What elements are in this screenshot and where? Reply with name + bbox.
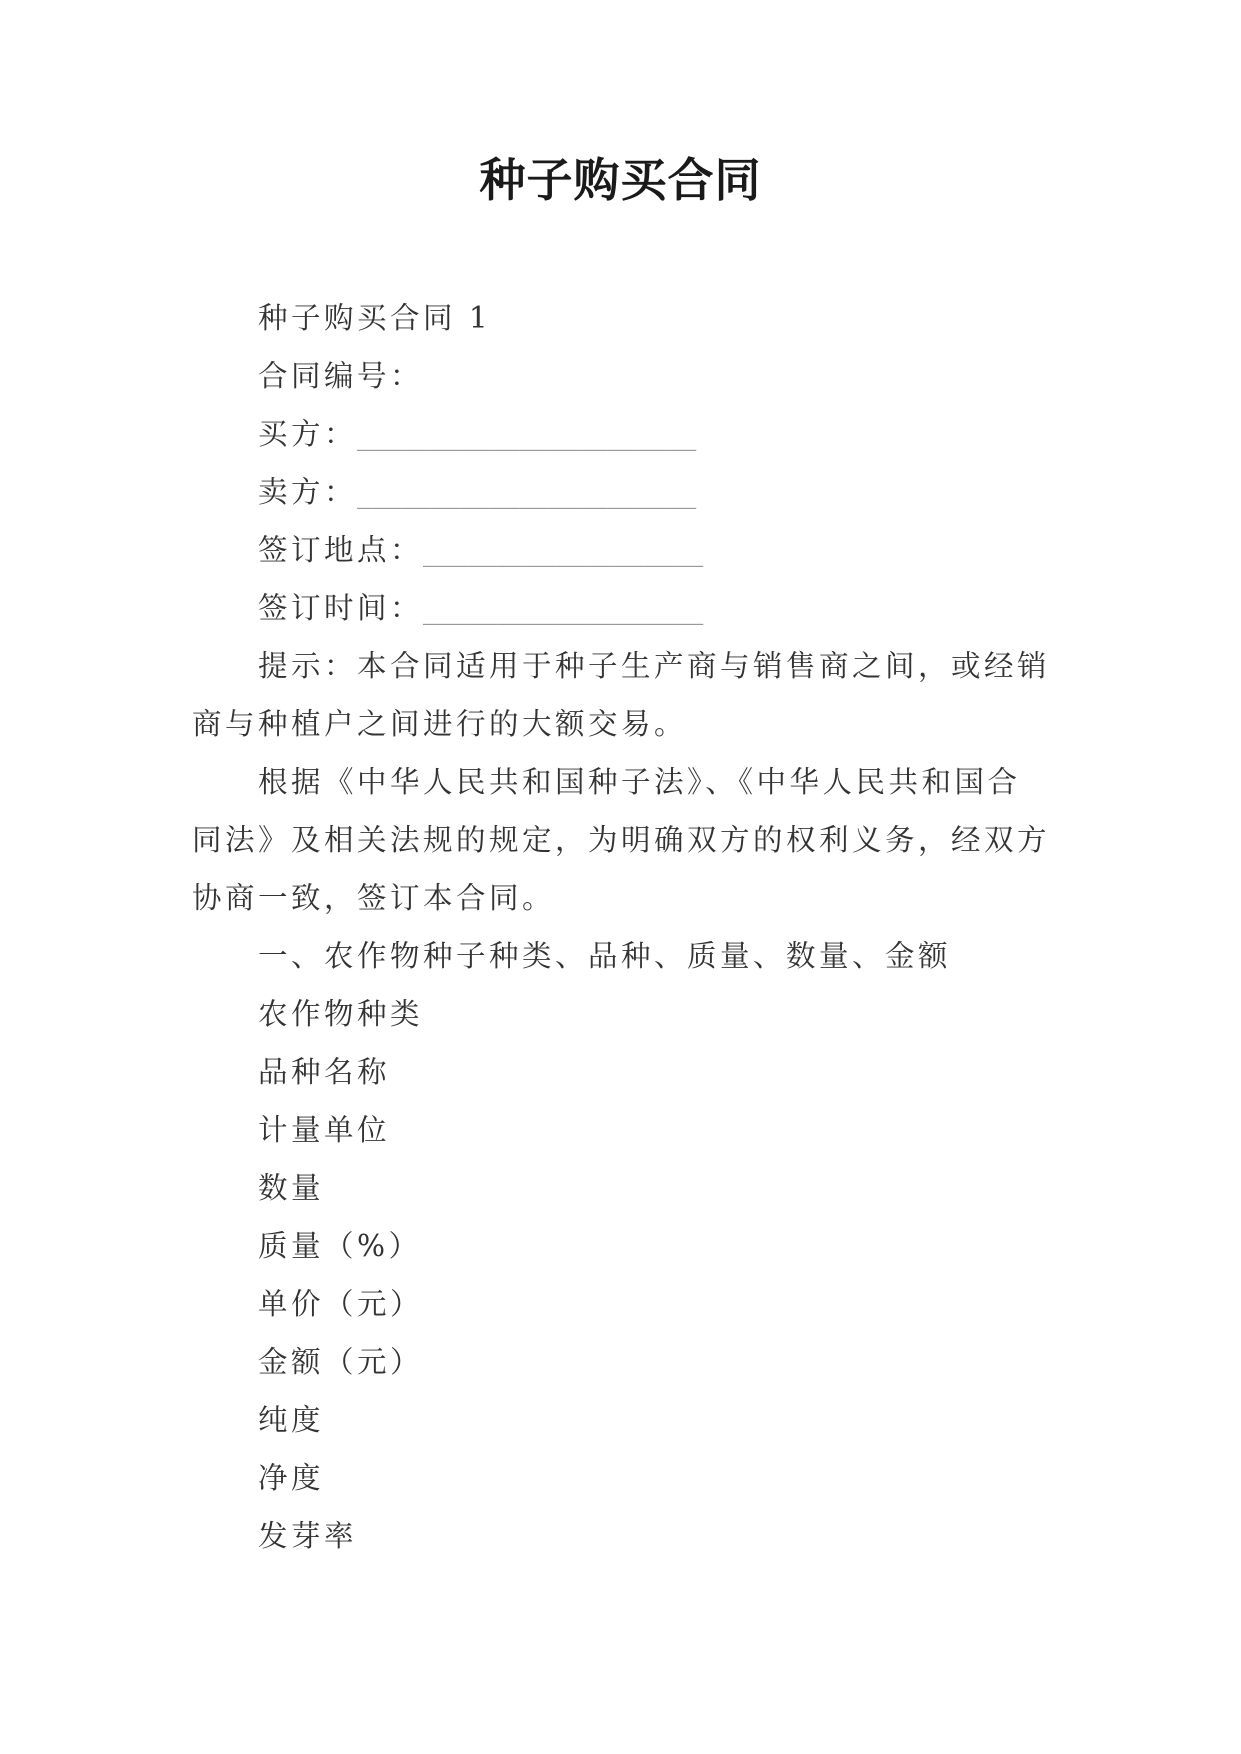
item-unit-price: 单价（元） xyxy=(258,1287,424,1321)
signing-time-label: 签订时间： xyxy=(258,591,424,625)
signing-time-line xyxy=(192,579,1052,637)
seller-blank: _______________________ xyxy=(357,475,697,509)
buyer-label: 买方： xyxy=(258,417,358,451)
item-purity: 纯度 xyxy=(258,1403,325,1437)
tip-paragraph: 提示：本合同适用于种子生产商与销售商之间，或经销商与种植户之间进行的大额交易。 xyxy=(192,649,1051,741)
contract-number-label: 合同编号： xyxy=(258,359,424,393)
contract-subtitle: 种子购买合同 1 xyxy=(258,301,492,335)
item-amount: 金额（元） xyxy=(258,1345,424,1379)
item-germination-rate: 发芽率 xyxy=(258,1519,358,1553)
signing-place-label: 签订地点： xyxy=(258,533,424,567)
item-quality: 质量（%） xyxy=(258,1229,422,1263)
buyer-blank: _______________________ xyxy=(357,417,697,451)
item-unit: 计量单位 xyxy=(258,1113,391,1147)
section-1-heading: 一、农作物种子种类、品种、质量、数量、金额 xyxy=(258,939,952,973)
contract-number-line xyxy=(192,347,1052,405)
item-quantity: 数量 xyxy=(258,1171,325,1205)
item-crop-type: 农作物种类 xyxy=(258,997,424,1031)
item-cleanliness: 净度 xyxy=(258,1461,325,1495)
item-variety-name: 品种名称 xyxy=(258,1055,391,1089)
seller-line xyxy=(192,463,1052,521)
signing-time-blank: ___________________ xyxy=(423,591,704,625)
seller-label: 卖方： xyxy=(258,475,358,509)
signing-place-blank: ___________________ xyxy=(423,533,704,567)
document-title: 种子购买合同 xyxy=(479,153,762,207)
buyer-line xyxy=(192,405,1052,463)
document-body xyxy=(192,289,1052,1565)
signing-place-line xyxy=(192,521,1052,579)
basis-paragraph: 根据《中华人民共和国种子法》、《中华人民共和国合同法》及相关法规的规定，为明确双方的权利义务，经双方协商一致，签订本合同。 xyxy=(192,765,1051,915)
